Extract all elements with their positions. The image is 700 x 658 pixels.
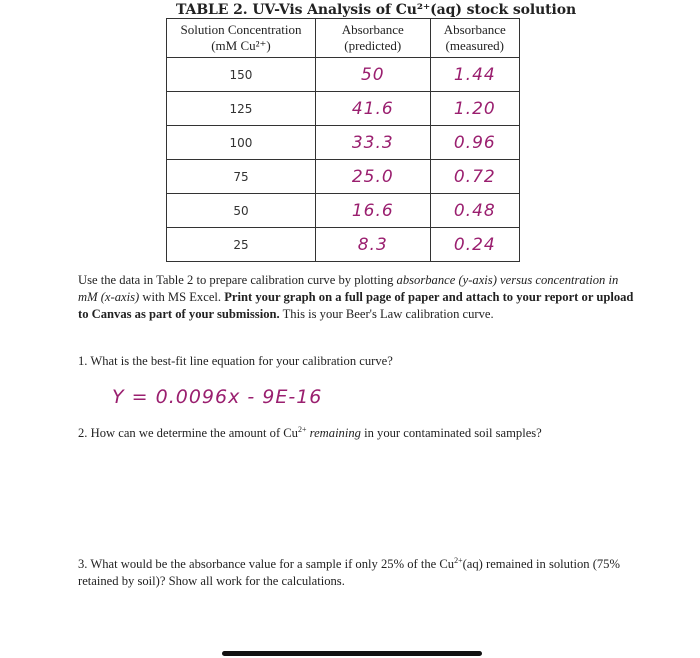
cell-predicted: 33.3 [315, 126, 430, 160]
cell-measured: 0.72 [430, 160, 519, 194]
cell-measured: 0.24 [430, 228, 519, 262]
cell-predicted: 50 [315, 58, 430, 92]
question-3 [78, 552, 648, 590]
cell-predicted: 41.6 [315, 92, 430, 126]
home-indicator[interactable] [222, 651, 482, 656]
question-3-text-a: 3. What would be the absorbance value for a sample if only 25% of the Cu [78, 557, 455, 572]
question-1: 1. What is the best-fit line equation for your calibration curve? [78, 354, 393, 368]
table-row [167, 92, 520, 126]
header-concentration-line2: (mM Cu²⁺) [211, 37, 271, 53]
cell-predicted: 8.3 [315, 228, 430, 262]
table-row [167, 160, 520, 194]
cell-measured: 1.20 [430, 92, 519, 126]
question-2-sup: 2+ [297, 425, 307, 434]
question-3-sup: 2+ [454, 556, 463, 565]
cell-concentration: 150 [167, 58, 316, 92]
table-row [167, 228, 520, 262]
cell-measured: 0.96 [430, 126, 519, 160]
cell-concentration: 25 [167, 228, 316, 262]
table-row [167, 194, 520, 228]
cell-concentration: 125 [167, 92, 316, 126]
instructions-print: Print your graph on a full page of paper and attach to your report or upload to Canvas as part of your submission. [78, 290, 634, 321]
question-2 [78, 421, 648, 442]
header-predicted-line1: Absorbance [341, 21, 404, 37]
instructions-text-3: with MS Excel. [139, 290, 225, 304]
header-concentration-line1: Solution Concentration [180, 21, 302, 37]
question-3-text-b: (aq) remained in solution (75% retained by soil)? Show all work for the calculations. [78, 557, 620, 589]
cell-concentration: 100 [167, 126, 316, 160]
header-predicted [315, 19, 430, 58]
cell-measured: 0.48 [430, 194, 519, 228]
cell-concentration: 75 [167, 160, 316, 194]
table-title: TABLE 2. UV-Vis Analysis of Cu²⁺(aq) stock solution [176, 2, 577, 18]
cell-predicted: 25.0 [315, 160, 430, 194]
question-2-text-c: in your contaminated soil samples? [360, 426, 542, 441]
table-row [167, 58, 520, 92]
header-concentration [167, 19, 316, 58]
instructions-text-5: This is your Beer's Law calibration curve. [279, 307, 494, 321]
header-measured-line2: (measured) [445, 37, 504, 53]
cell-predicted: 16.6 [315, 194, 430, 228]
instructions-paragraph [78, 272, 638, 323]
table-header-row [167, 19, 520, 58]
question-2-text-a: 2. How can we determine the amount of Cu [78, 426, 298, 441]
header-measured [430, 19, 519, 58]
cell-concentration: 50 [167, 194, 316, 228]
header-predicted-line2: (predicted) [344, 37, 402, 53]
question-1-answer: Y = 0.0096x - 9E-16 [112, 386, 323, 408]
absorbance-table [166, 18, 520, 262]
cell-measured: 1.44 [430, 58, 519, 92]
instructions-axes: absorbance (y-axis) versus concentration in mM (x-axis) [78, 273, 619, 304]
header-measured-line1: Absorbance [443, 21, 506, 37]
instructions-text-1: Use the data in Table 2 to prepare calibration curve by plotting [78, 273, 397, 287]
question-2-remaining: remaining [306, 426, 361, 441]
table-row [167, 126, 520, 160]
